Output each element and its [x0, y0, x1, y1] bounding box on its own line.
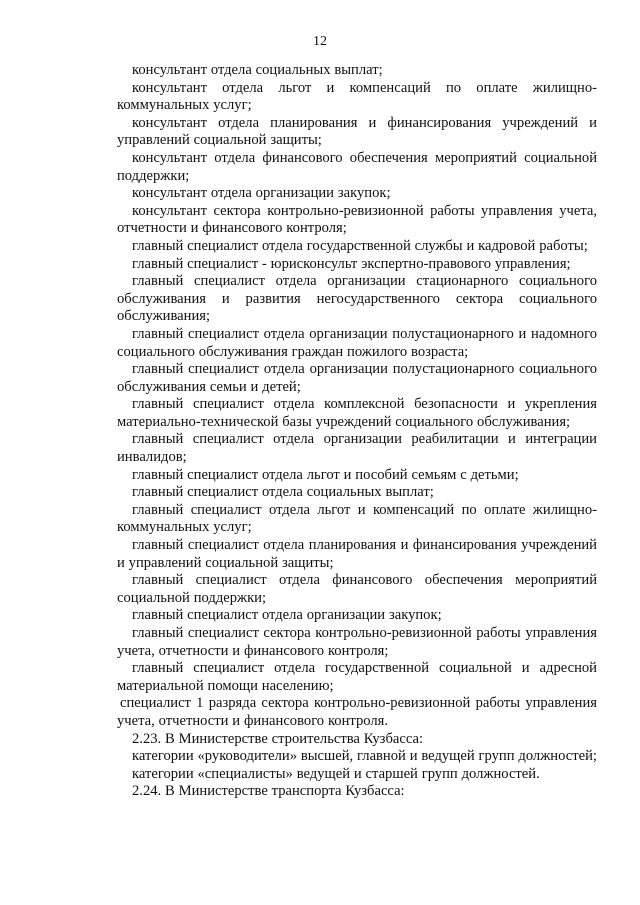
list-item: главный специалист отдела государственной службы и кадровой работы;	[132, 237, 588, 254]
list-item: главный специалист отдела социальных выплат;	[132, 484, 434, 501]
list-item: консультант отдела финансового обеспечения мероприятий социальной поддержки;	[117, 149, 597, 184]
section-heading: 2.24. В Министерстве транспорта Кузбасса:	[132, 783, 405, 800]
list-item: консультант отдела планирования и финансирования учреждений и управлений социальной защиты;	[117, 114, 597, 149]
list-item: консультант отдела социальных выплат;	[132, 62, 383, 78]
list-item: главный специалист отдела организации стационарного социального обслуживания и развития негосударственного сектора социального обслуживания;	[117, 273, 597, 325]
list-item: главный специалист отдела организации реабилитации и интеграции инвалидов;	[117, 431, 597, 466]
list-item: категории «руководители» высшей, главной и ведущей групп должностей;	[132, 748, 597, 765]
list-item: главный специалист отдела организации закупок;	[132, 607, 442, 624]
list-item: главный специалист - юрисконсульт экспертно-правового управления;	[132, 255, 571, 272]
list-item: главный специалист отдела комплексной безопасности и укрепления материально-технической базы учреждений социального обслуживания;	[117, 396, 597, 430]
section-heading: 2.23. В Министерстве строительства Кузбасса:	[132, 730, 424, 747]
list-item: главный специалист отдела планирования и финансирования учреждений и управлений социальной защиты;	[117, 537, 597, 571]
document-body	[117, 62, 597, 801]
list-item: главный специалист отдела льгот и пособий семьям с детьми;	[132, 466, 519, 483]
list-item: категории «специалисты» ведущей и старшей групп должностей.	[132, 765, 540, 782]
list-item: главный специалист отдела финансового обеспечения мероприятий социальной поддержки;	[117, 572, 597, 606]
page-number: 12	[313, 34, 327, 49]
list-item: главный специалист отдела льгот и компенсаций по оплате жилищно-коммунальных услуг;	[117, 501, 597, 536]
list-item: главный специалист сектора контрольно-ревизионной работы управления учета, отчетности и финансового контроля;	[117, 625, 597, 659]
list-item: консультант сектора контрольно-ревизионной работы управления учета, отчетности и финансового контроля;	[117, 202, 597, 237]
list-item: главный специалист отдела организации полустационарного и надомного социального обслуживания граждан пожилого возраста;	[117, 325, 597, 360]
list-item: специалист 1 разряда сектора контрольно-ревизионной работы управления учета, отчетности и финансового контроля.	[117, 695, 597, 729]
list-item: главный специалист отдела организации полустационарного социального обслуживания семьи и детей;	[117, 361, 597, 395]
list-item: консультант отдела льгот и компенсаций по оплате жилищно-коммунальных услуг;	[117, 79, 597, 114]
list-item: консультант отдела организации закупок;	[132, 185, 391, 202]
list-item: главный специалист отдела государственной социальной и адресной материальной помощи населению;	[117, 660, 597, 694]
